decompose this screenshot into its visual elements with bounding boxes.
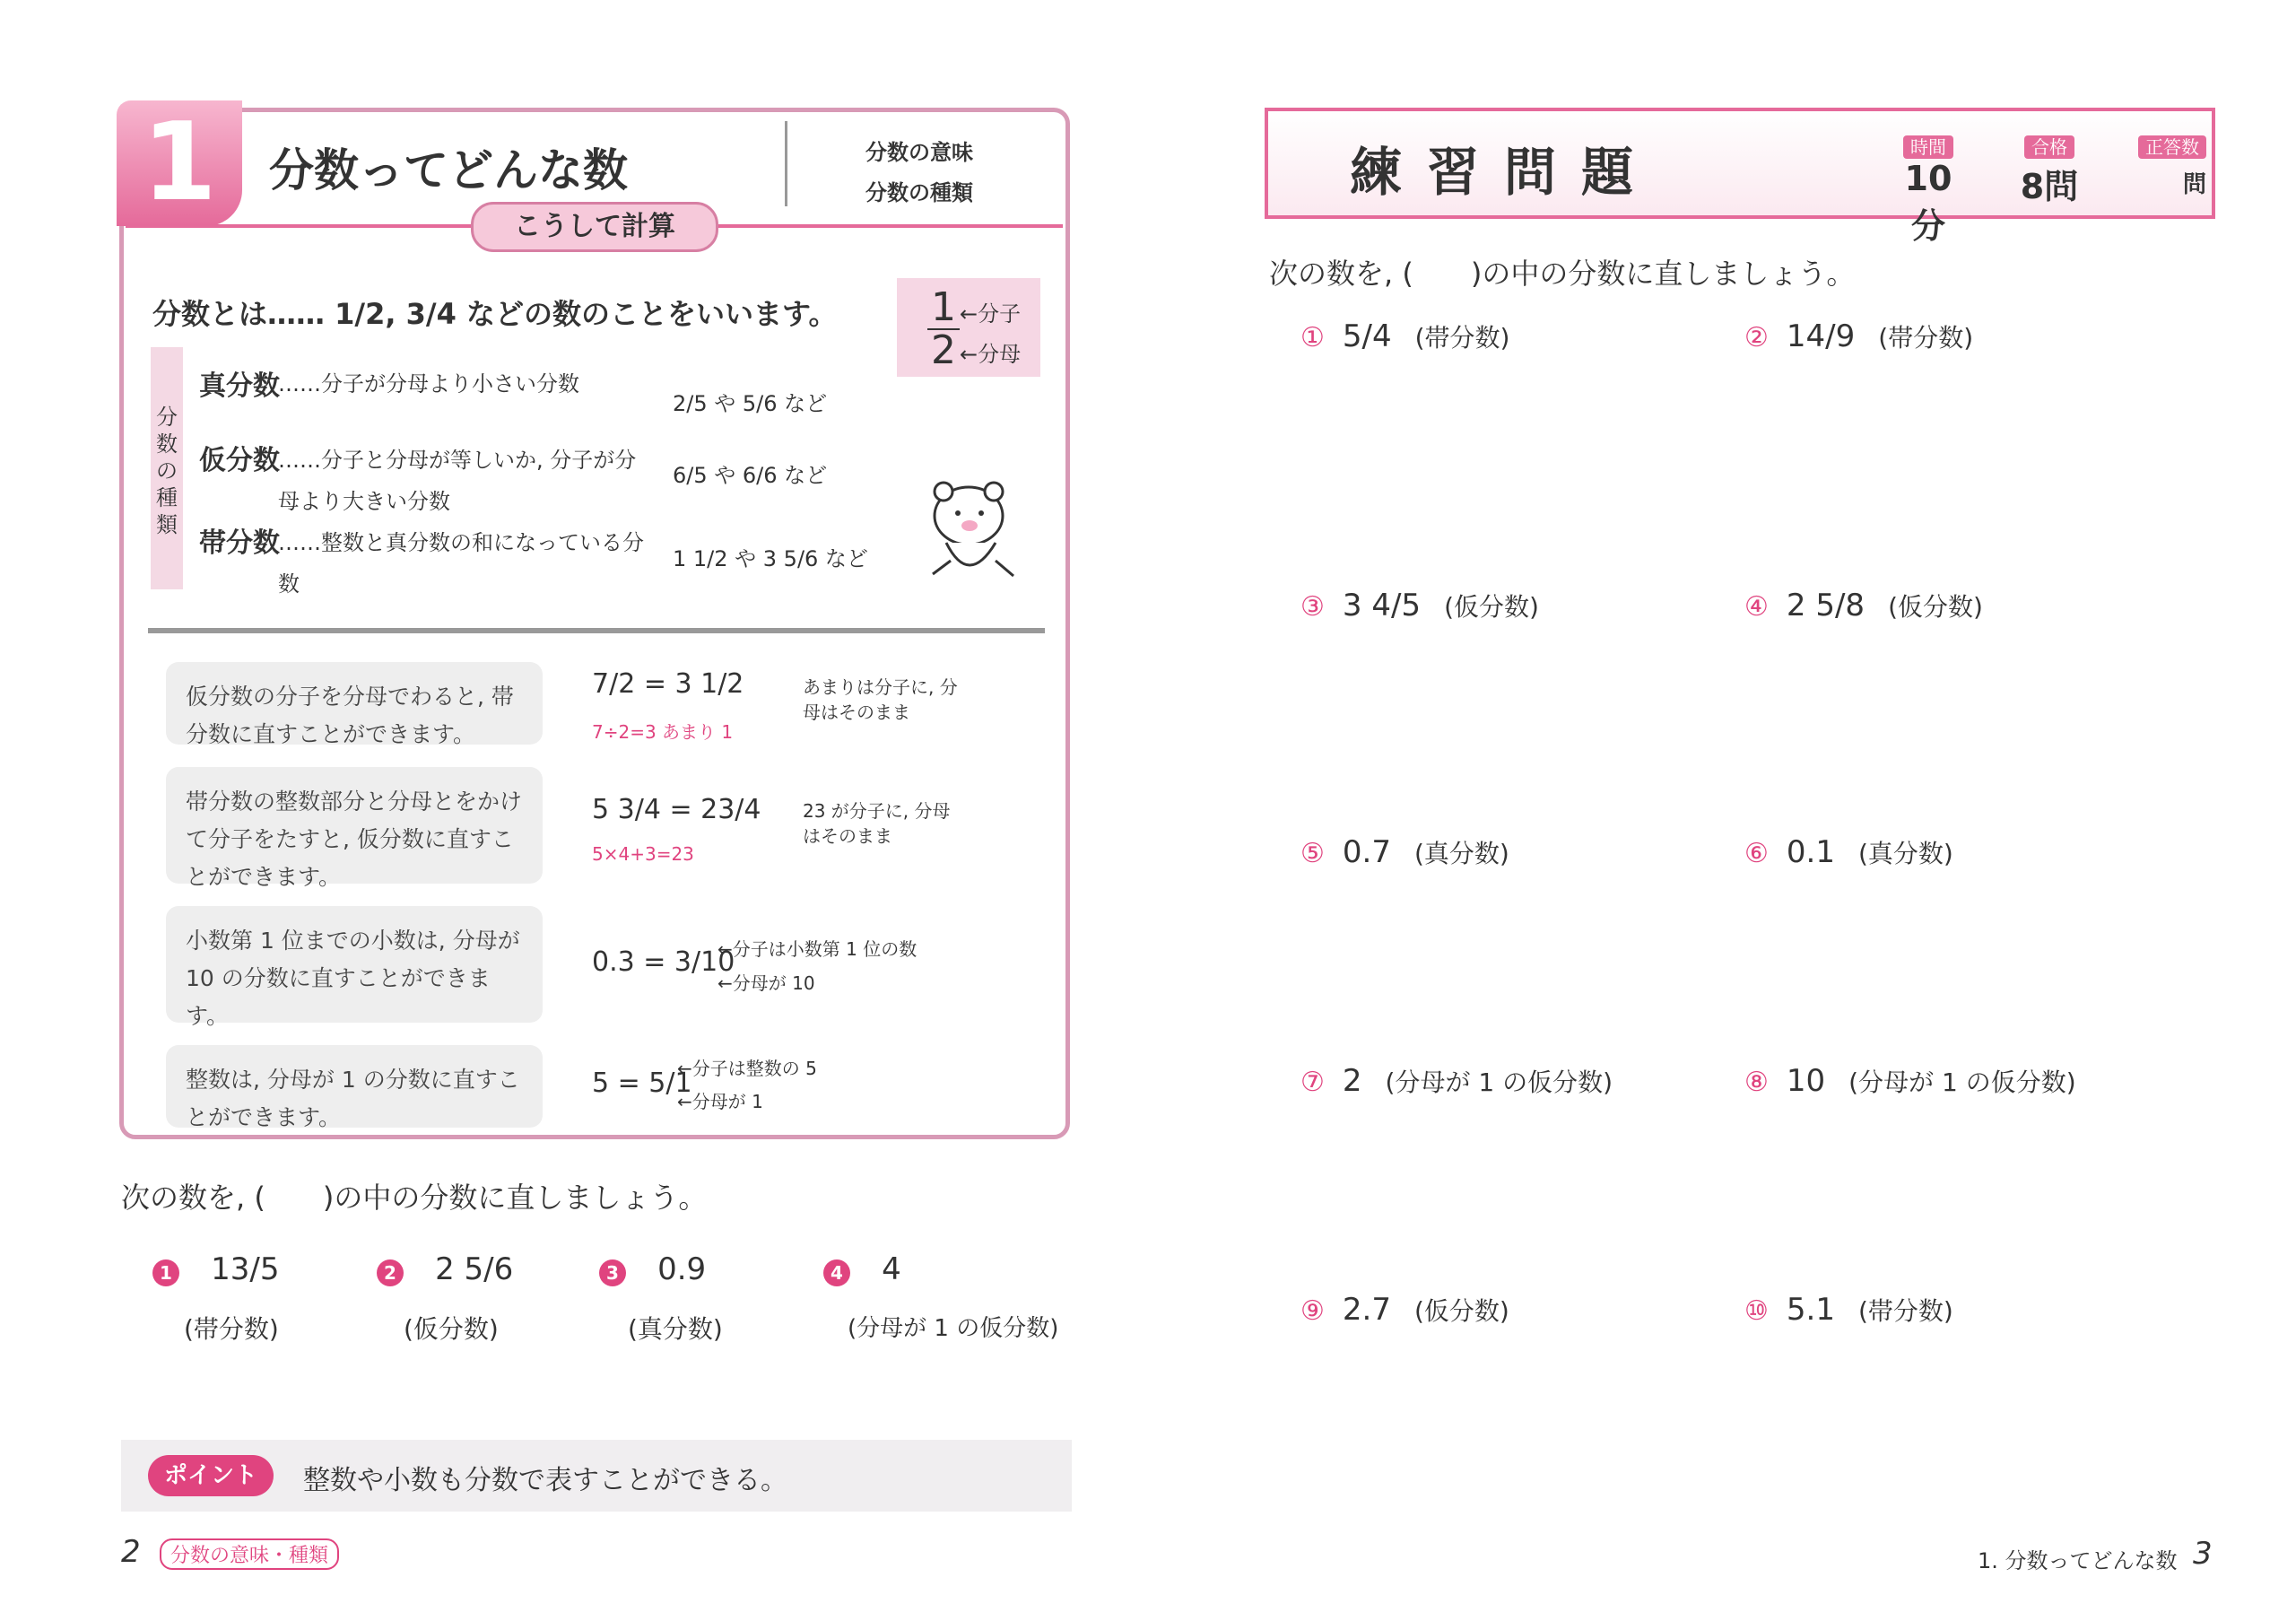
- question-6-value: 0.1: [1786, 834, 1835, 870]
- basic-exercise-1-value: 13/5: [211, 1251, 280, 1287]
- question-3-value: 3 4/5: [1342, 588, 1422, 623]
- question-1-number: ①: [1300, 322, 1325, 353]
- method-note-4b: ←分母が 1: [677, 1091, 763, 1112]
- question-4: [1744, 588, 1983, 623]
- time-label: 時間: [1903, 135, 1953, 159]
- question-8: [1744, 1063, 2076, 1099]
- denominator-label: ←分母: [960, 342, 1022, 367]
- lesson-number: 1: [117, 100, 242, 226]
- question-4-type: (仮分数): [1888, 592, 1983, 622]
- basic-exercise-prompt: 次の数を, ( )の中の分数に直しましょう。: [121, 1181, 708, 1215]
- question-5: [1300, 834, 1509, 870]
- question-2: [1744, 318, 1973, 354]
- method-sub-2: 5×4+3=23: [592, 843, 694, 865]
- pass-box: [2009, 133, 2090, 208]
- method-calc-2: 5 3/4 = 23/4: [592, 794, 761, 825]
- question-8-number: ⑧: [1744, 1067, 1769, 1098]
- basic-exercise-4-type: (分母が 1 の仮分数): [848, 1315, 1059, 1342]
- question-9: [1300, 1292, 1509, 1328]
- basic-exercise-1-number: 1: [152, 1259, 179, 1286]
- question-1-type: (帯分数): [1414, 323, 1510, 353]
- question-5-type: (真分数): [1413, 839, 1509, 868]
- type-desc-mixed: ……整数と真分数の和になっている分数: [278, 530, 644, 597]
- type-name-mixed: 帯分数: [199, 527, 280, 559]
- question-9-type: (仮分数): [1413, 1296, 1509, 1326]
- time-box: [1888, 133, 1969, 248]
- question-5-number: ⑤: [1300, 838, 1325, 869]
- question-7-type: (分母が 1 の仮分数): [1385, 1068, 1613, 1097]
- page-tag-left: 分数の意味・種類: [160, 1538, 339, 1570]
- question-10-number: ⑩: [1744, 1295, 1769, 1327]
- method-box-3: 小数第 1 位までの小数は, 分母が 10 の分数に直すことができます。: [166, 906, 543, 1023]
- lesson-subtitle-meaning: 分数の意味: [865, 140, 973, 165]
- method-box-2: 帯分数の整数部分と分母とをかけて分子をたすと, 仮分数に直すことができます。: [166, 767, 543, 884]
- basic-exercise-4-value: 4: [882, 1251, 901, 1287]
- practice-title: 練習問題: [1350, 142, 1659, 203]
- question-1: [1300, 318, 1509, 354]
- numerator-label: ←分子: [960, 301, 1022, 327]
- question-9-number: ⑨: [1300, 1295, 1325, 1327]
- question-2-value: 14/9: [1786, 318, 1856, 354]
- method-note-3b: ←分母が 10: [718, 972, 815, 994]
- question-8-type: (分母が 1 の仮分数): [1848, 1068, 2076, 1097]
- type-example-mixed: 1 1/2 や 3 5/6 など: [673, 546, 868, 571]
- question-8-value: 10: [1786, 1063, 1826, 1099]
- section-divider: [148, 628, 1045, 633]
- point-badge: ポイント: [148, 1455, 274, 1496]
- method-box-4: 整数は, 分母が 1 の分数に直すことができます。: [166, 1045, 543, 1128]
- basic-exercise-3: [599, 1251, 706, 1287]
- type-example-proper: 2/5 や 5/6 など: [673, 391, 828, 416]
- page-number-right: 3: [2193, 1536, 2213, 1572]
- practice-prompt: 次の数を, ( )の中の分数に直しましょう。: [1269, 257, 1856, 291]
- question-3-type: (仮分数): [1444, 592, 1539, 622]
- question-6: [1744, 834, 1953, 870]
- method-box-1: 仮分数の分子を分母でわると, 帯分数に直すことができます。: [166, 662, 543, 745]
- basic-exercise-2-value: 2 5/6: [435, 1251, 514, 1287]
- type-name-improper: 仮分数: [199, 445, 280, 476]
- question-3: [1300, 588, 1539, 623]
- basic-exercise-3-type: (真分数): [628, 1314, 723, 1344]
- method-note-4a: ←分子は整数の 5: [677, 1058, 817, 1079]
- question-10-type: (帯分数): [1857, 1296, 1953, 1326]
- basic-exercise-1: [152, 1251, 279, 1287]
- method-note-3a: ←分子は小数第 1 位の数: [718, 938, 918, 960]
- point-text: 整数や小数も分数で表すことができる。: [303, 1465, 787, 1496]
- correct-box: [2121, 133, 2206, 199]
- basic-exercise-4-number: 4: [823, 1259, 850, 1286]
- type-example-improper: 6/5 や 6/6 など: [673, 463, 828, 488]
- title-separator: [785, 121, 787, 206]
- method-calc-3: 0.3 = 3/10: [592, 946, 735, 978]
- fraction-diagram: $\frac{1}{2}$: [924, 287, 963, 371]
- footer-text-right: 1. 分数ってどんな数: [1978, 1548, 2178, 1573]
- question-7: [1300, 1063, 1613, 1099]
- question-10-value: 5.1: [1786, 1292, 1835, 1328]
- basic-exercise-2-number: 2: [377, 1259, 404, 1286]
- method-sub-1: 7÷2=3 あまり 1: [592, 721, 734, 743]
- lesson-subtitle-types: 分数の種類: [865, 180, 973, 205]
- basic-exercise-3-value: 0.9: [657, 1251, 707, 1287]
- question-2-number: ②: [1744, 322, 1769, 353]
- question-7-value: 2: [1342, 1063, 1362, 1099]
- basic-exercise-2: [377, 1251, 513, 1287]
- method-note-1: あまりは分子に, 分母はそのまま: [803, 676, 958, 723]
- pass-value: 8問: [2020, 167, 2079, 206]
- types-label: 分数の種類: [156, 405, 178, 537]
- question-4-value: 2 5/8: [1786, 588, 1866, 623]
- basic-exercise-1-type: (帯分数): [184, 1314, 279, 1344]
- basic-exercise-4: [823, 1251, 901, 1287]
- question-6-type: (真分数): [1857, 839, 1953, 868]
- question-10: [1744, 1292, 1953, 1328]
- type-name-proper: 真分数: [199, 370, 280, 402]
- question-9-value: 2.7: [1342, 1292, 1391, 1328]
- question-7-number: ⑦: [1300, 1067, 1325, 1098]
- bear-mascot-icon: [906, 475, 1040, 592]
- section-badge: こうして計算: [471, 202, 718, 252]
- method-calc-1: 7/2 = 3 1/2: [592, 668, 744, 700]
- question-6-number: ⑥: [1744, 838, 1769, 869]
- basic-exercise-3-number: 3: [599, 1259, 626, 1286]
- correct-label: 正答数: [2138, 135, 2206, 159]
- method-note-2: 23 が分子に, 分母はそのまま: [803, 800, 951, 847]
- pass-label: 合格: [2024, 135, 2074, 159]
- question-2-type: (帯分数): [1878, 323, 1974, 353]
- question-5-value: 0.7: [1342, 834, 1391, 870]
- lesson-title: 分数ってどんな数: [269, 144, 628, 196]
- question-4-number: ④: [1744, 591, 1769, 623]
- type-desc-improper: ……分子と分母が等しいか, 分子が分母より大きい分数: [278, 448, 637, 514]
- time-value: 10分: [1904, 159, 1952, 246]
- basic-exercise-2-type: (仮分数): [404, 1314, 499, 1344]
- definition: 分数とは…… 1/2, 3/4 などの数のことをいいます。: [152, 297, 838, 331]
- page-number-left: 2: [121, 1534, 141, 1570]
- question-3-number: ③: [1300, 591, 1325, 623]
- type-desc-proper: ……分子が分母より小さい分数: [278, 371, 579, 397]
- question-1-value: 5/4: [1342, 318, 1392, 354]
- correct-value: 問: [2182, 171, 2206, 198]
- method-calc-4: 5 = 5/1: [592, 1068, 692, 1099]
